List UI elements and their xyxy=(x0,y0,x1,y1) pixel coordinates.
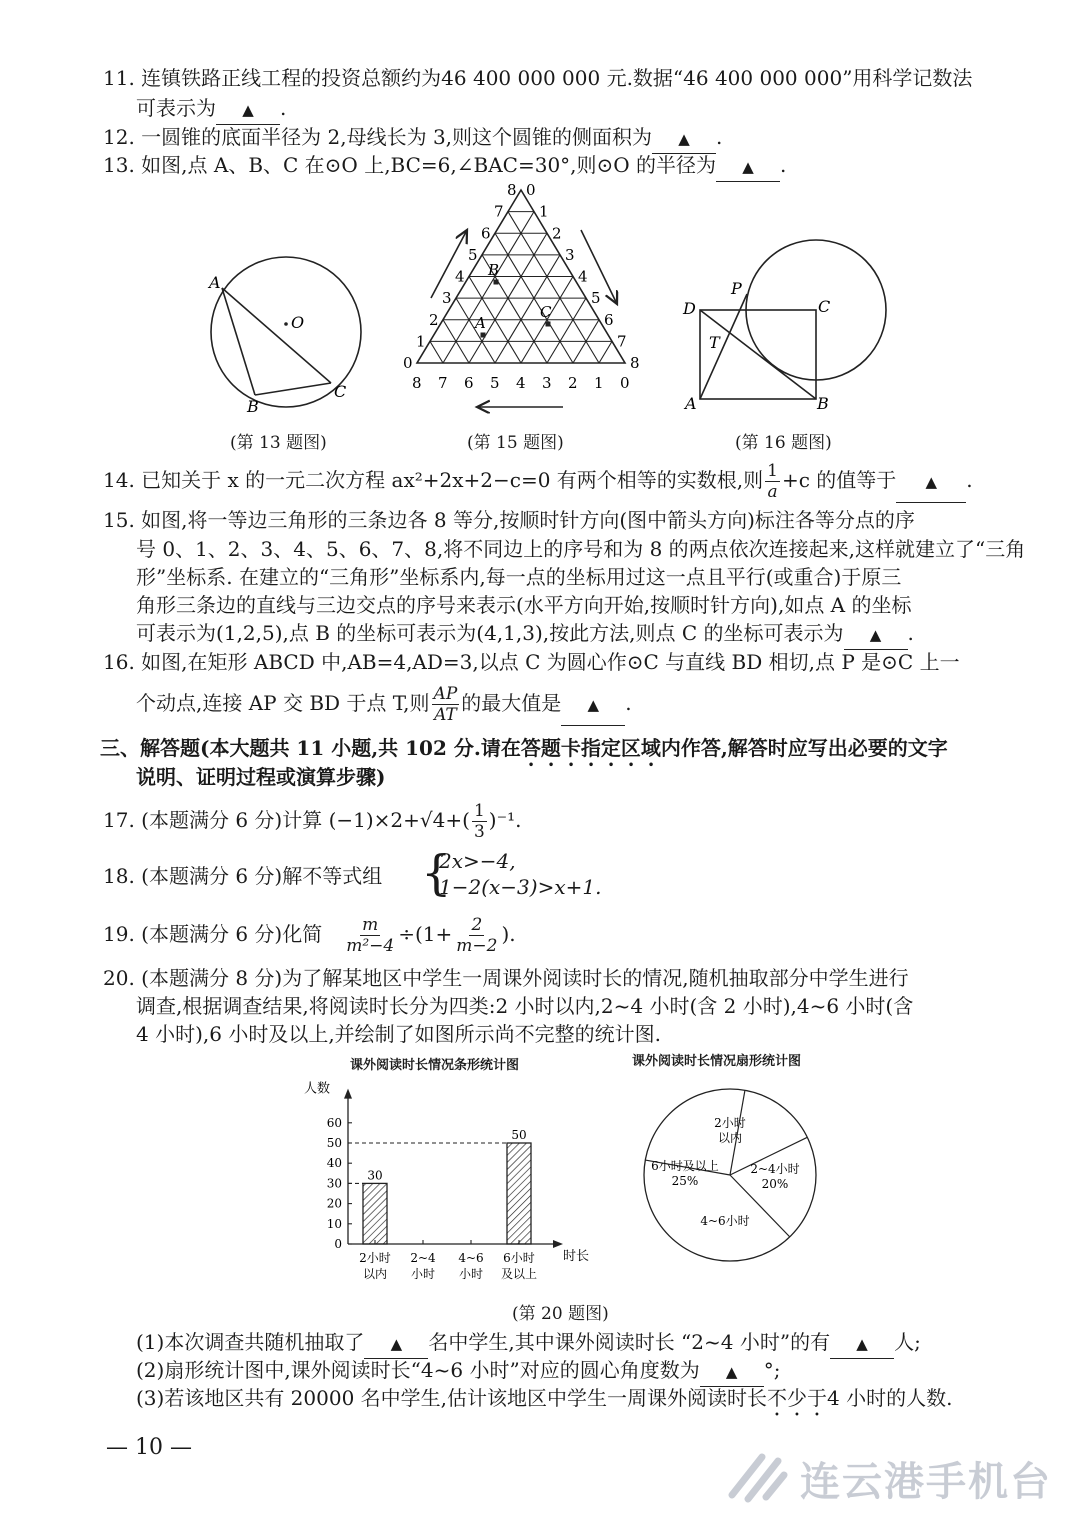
answer-blank: ▲ xyxy=(364,1328,428,1359)
q15-line1: 15. 如图,将一等边三角形的三条边各 8 等分,按顺时针方向(图中箭头方向)标注各等分点的序 xyxy=(103,508,915,532)
pie-chart-title: 课外阅读时长情况扇形统计图 xyxy=(632,1054,802,1069)
left-side-label: 8 xyxy=(507,181,517,199)
right-side-label: 2 xyxy=(552,224,562,243)
point-label: B xyxy=(488,261,500,279)
y-tick-label: 0 xyxy=(334,1237,342,1251)
q15-line4: 角形三条边的直线与三边交点的序号来表示(水平方向开始,按顺时针方向),如点 A 的坐标 xyxy=(136,593,912,617)
page-number: — 10 — xyxy=(106,1435,192,1460)
left-side-label: 3 xyxy=(442,289,452,308)
left-side-label: 1 xyxy=(416,332,426,351)
x-axis-arrow-icon xyxy=(553,1240,563,1248)
watermark-text: 连云港手机台 xyxy=(800,1459,1052,1505)
bar-value-label: 30 xyxy=(367,1168,383,1183)
section3-line2: 说明、证明过程或演算步骤) xyxy=(136,765,386,789)
point-marker xyxy=(494,280,499,285)
bottom-side-label: 3 xyxy=(542,374,552,392)
q20-sub2: (2)扇形统计图中,课外阅读时长“4~6 小时”对应的圆心角度数为 ▲ °; xyxy=(136,1356,780,1387)
bottom-side-label: 2 xyxy=(568,374,578,392)
point-marker xyxy=(481,333,486,338)
grid-line xyxy=(430,341,443,363)
x-axis-label: 时长 xyxy=(563,1249,590,1264)
q15-line3: 形”坐标系. 在建立的“三角形”坐标系内,每一点的坐标用过这一点且平行(或重合)于原三 xyxy=(136,565,902,589)
bar-chart-title: 课外阅读时长情况条形统计图 xyxy=(350,1058,520,1073)
pie-slice-label: 2~4小时 xyxy=(750,1162,800,1176)
point-t-label: T xyxy=(709,333,720,352)
y-tick-label: 60 xyxy=(326,1115,342,1130)
figure-20-caption: (第 20 题图) xyxy=(512,1304,609,1324)
pie-slice-label: 2小时 xyxy=(714,1116,746,1130)
q20-sub1: (1)本次调查共随机抽取了 ▲ 名中学生,其中课外阅读时长 “2~4 小时”的有 ▲ 人; xyxy=(136,1328,921,1359)
point-d-label: D xyxy=(683,299,696,318)
q11-line2: 可表示为 ▲ . xyxy=(136,94,286,125)
right-side-label: 8 xyxy=(630,354,640,372)
answer-blank: ▲ xyxy=(561,683,625,726)
q18-system: { 2x>−4, 1−2(x−3)>x+1. xyxy=(425,848,601,900)
q16-line2: 个动点,连接 AP 交 BD 于点 T,则 $\frac{AP}{AT}$ 的最大值是 ▲ . xyxy=(136,684,632,725)
q12: 12. 一圆锥的底面半径为 2,母线长为 3,则这个圆锥的侧面积为 ▲ . xyxy=(103,123,722,154)
figure-16-caption: (第 16 题图) xyxy=(735,433,832,453)
x-tick-label: 以内 xyxy=(362,1267,388,1281)
q17: 17. (本题满分 6 分)计算 (−1)×2+√4+( $\frac{1}{3}$ )⁻¹. xyxy=(103,801,522,842)
watermark-logo-icon xyxy=(722,1445,792,1505)
point-o-label: O xyxy=(291,313,305,332)
x-tick-label: 2小时 xyxy=(359,1251,391,1265)
q20-sub3: (3)若该地区共有 20000 名中学生,估计该地区中学生一周课外阅读时长不少于4 小时的人数. xyxy=(136,1386,953,1410)
q19: 19. (本题满分 6 分)化简 $\frac{m}{\text{m²−4}}$ ÷(1+ $\frac{2}{m-2}$ ). xyxy=(103,915,516,956)
figure-15-caption: (第 15 题图) xyxy=(467,433,564,453)
bottom-side-label: 6 xyxy=(464,374,474,392)
bottom-side-label: 8 xyxy=(412,374,422,392)
y-tick-label: 50 xyxy=(326,1136,342,1150)
answer-blank: ▲ xyxy=(652,123,716,154)
point-marker xyxy=(546,322,551,327)
figure-16 xyxy=(675,232,895,417)
figure-13-caption: (第 13 题图) xyxy=(230,433,327,453)
bar xyxy=(363,1183,387,1244)
pie-slice-percent: 20% xyxy=(761,1177,789,1191)
answer-blank: ▲ xyxy=(896,460,966,503)
q18: 18. (本题满分 6 分)解不等式组 xyxy=(103,864,383,888)
answer-blank: ▲ xyxy=(700,1356,764,1387)
right-side-label: 4 xyxy=(578,267,588,286)
point-b-label: B xyxy=(247,397,259,416)
left-side-label: 7 xyxy=(494,202,504,221)
q15-line5: 可表示为(1,2,5),点 B 的坐标可表示为(4,1,3),按此方法,则点 C 的坐标可表示为 ▲ . xyxy=(136,619,914,650)
y-tick-label: 30 xyxy=(326,1176,342,1191)
pie-slice-label: 4~6小时 xyxy=(700,1214,750,1228)
section3-line1: 三、解答题(本大题共 11 小题,共 102 分.请在答题卡指定区域内作答,解答时应写出必要的文字 xyxy=(100,736,948,760)
q11-line1: 11. 连镇铁路正线工程的投资总额约为46 400 000 000 元.数据“46 400 000 000”用科学记数法 xyxy=(103,66,973,90)
q15-line2: 号 0、1、2、3、4、5、6、7、8,将不同边上的序号和为 8 的两点依次连接起来,这样就建立了“三角 xyxy=(136,537,1026,561)
y-tick-label: 40 xyxy=(326,1156,342,1171)
q20-line3: 4 小时),6 小时及以上,并绘制了如图所示尚不完整的统计图. xyxy=(136,1022,662,1046)
bottom-side-label: 0 xyxy=(620,374,630,392)
point-b-label: B xyxy=(817,394,829,413)
x-tick-label: 4~6 xyxy=(458,1251,484,1265)
right-side-label: 6 xyxy=(604,310,614,329)
bar-chart xyxy=(295,1070,615,1295)
y-tick-label: 20 xyxy=(326,1196,342,1211)
figure-13 xyxy=(195,255,375,420)
right-side-label: 5 xyxy=(591,289,601,308)
pie-slice-percent: 25% xyxy=(671,1174,699,1188)
x-tick-label: 及以上 xyxy=(500,1267,538,1281)
right-side-label: 3 xyxy=(565,245,575,264)
pie-slice-label: 6小时及以上 xyxy=(651,1159,719,1173)
left-side-label: 4 xyxy=(455,267,465,286)
x-tick-label: 2~4 xyxy=(410,1251,436,1265)
y-tick-label: 10 xyxy=(326,1216,342,1231)
bar xyxy=(507,1143,531,1244)
bottom-side-label: 5 xyxy=(490,374,500,392)
y-axis-label: 人数 xyxy=(304,1081,331,1097)
grid-line xyxy=(547,298,586,363)
point-p-label: P xyxy=(731,279,742,298)
point-c-label: C xyxy=(818,297,831,316)
y-axis-arrow-icon xyxy=(344,1089,352,1099)
pie-chart xyxy=(640,1085,820,1265)
answer-blank: ▲ xyxy=(830,1328,894,1359)
q16-line1: 16. 如图,在矩形 ABCD 中,AB=4,AD=3,以点 C 为圆心作⊙C 与直线 BD 相切,点 P 是⊙C 上一 xyxy=(103,650,960,674)
bottom-side-label: 7 xyxy=(438,374,448,392)
answer-blank: ▲ xyxy=(216,94,280,125)
x-tick-label: 小时 xyxy=(458,1267,484,1281)
left-side-label: 5 xyxy=(468,245,478,264)
point-a-label: A xyxy=(209,273,221,292)
answer-blank: ▲ xyxy=(844,619,908,650)
figure-15 xyxy=(395,178,655,423)
right-side-label: 0 xyxy=(526,181,536,199)
left-side-label: 2 xyxy=(429,310,439,329)
x-tick-label: 6小时 xyxy=(503,1251,535,1265)
point-label: C xyxy=(540,303,552,321)
q20-line2: 调查,根据调查结果,将阅读时长分为四类:2 小时以内,2~4 小时(含 2 小时),4~6 小时(含 xyxy=(136,994,914,1018)
x-tick-label: 小时 xyxy=(410,1267,436,1281)
bottom-side-label: 4 xyxy=(516,374,526,392)
right-side-label: 1 xyxy=(539,202,549,221)
q13: 13. 如图,点 A、B、C 在⊙O 上,BC=6,∠BAC=30°,则⊙O 的半径为 ▲ . xyxy=(103,151,786,182)
point-a-label: A xyxy=(685,394,697,413)
left-side-label: 6 xyxy=(481,224,491,243)
q20-line1: 20. (本题满分 8 分)为了解某地区中学生一周课外阅读时长的情况,随机抽取部分中学生进行 xyxy=(103,966,909,990)
answer-blank: ▲ xyxy=(716,151,780,182)
point-c-label: C xyxy=(334,382,347,401)
left-side-label: 0 xyxy=(403,354,413,372)
point-label: A xyxy=(475,314,486,332)
bottom-side-label: 1 xyxy=(594,374,604,392)
grid-line xyxy=(599,341,612,363)
bar-value-label: 50 xyxy=(511,1128,527,1142)
pie-slice-label: 以内 xyxy=(717,1131,743,1145)
q14: 14. 已知关于 x 的一元二次方程 ax²+2x+2−c=0 有两个相等的实数根,则 $\frac{1}{a}$ +c 的值等于 ▲ . xyxy=(103,461,973,502)
right-side-label: 7 xyxy=(617,332,627,351)
